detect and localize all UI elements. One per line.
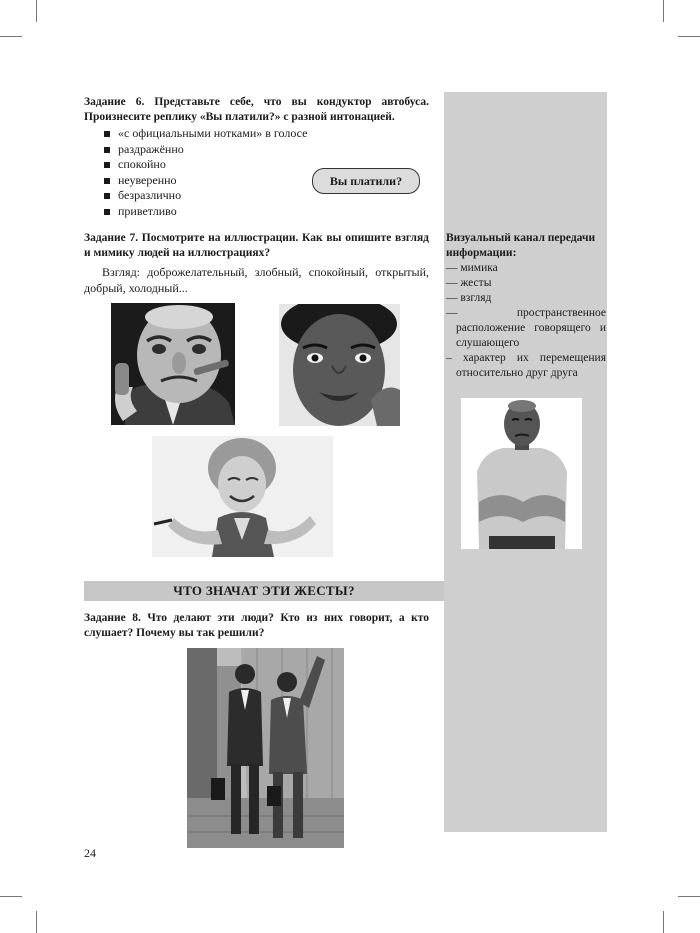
- crop-mark: [663, 0, 664, 22]
- list-item: — жесты: [446, 277, 492, 289]
- crop-mark: [0, 36, 22, 37]
- phrase-pill: Вы платили?: [312, 168, 420, 194]
- photo-gesturing-woman: [152, 436, 333, 557]
- crop-mark: [36, 0, 37, 22]
- task-7-body: Взгляд: доброжелательный, злобный, спокойный, открытый, добрый, холодный...: [84, 265, 429, 295]
- list-item: раздражённо: [104, 142, 307, 158]
- page-number: 24: [84, 846, 96, 860]
- sidebar-text: [446, 231, 606, 381]
- crop-mark: [678, 896, 700, 897]
- intonation-list: [104, 126, 307, 219]
- photo-smiling-woman: [279, 304, 400, 426]
- crop-mark: [0, 896, 22, 897]
- crop-mark: [678, 36, 700, 37]
- list-item: спокойно: [104, 157, 307, 173]
- task-7-heading: Задание 7. Посмотрите на иллюстрации. Как вы опишите взгляд и мимику людей на иллюстрациях?: [84, 232, 429, 259]
- list-item: «с официальными нотками» в голосе: [104, 126, 307, 142]
- task-8-heading: Задание 8. Что делают эти люди? Кто из них говорит, а кто слушает? Почему вы так решили?: [84, 612, 429, 639]
- list-item: – характер их перемещения относительно друг друга: [446, 352, 606, 379]
- photo-two-businessmen: [187, 648, 344, 848]
- list-item: приветливо: [104, 204, 307, 220]
- list-item: — мимика: [446, 262, 498, 274]
- task-6-heading: Задание 6. Представьте себе, что вы кондуктор автобуса. Произнесите реплику «Вы платили?» с разной интонацией.: [84, 96, 429, 123]
- crop-mark: [36, 911, 37, 933]
- photo-arms-crossed-man: [461, 398, 582, 549]
- section-heading: ЧТО ЗНАЧАТ ЭТИ ЖЕСТЫ?: [84, 581, 444, 601]
- sidebar-heading: Визуальный канал передачи информации:: [446, 232, 596, 259]
- list-item: безразлично: [104, 188, 307, 204]
- list-item: неуверенно: [104, 173, 307, 189]
- crop-mark: [663, 911, 664, 933]
- list-item: — взгляд: [446, 292, 492, 304]
- photo-angry-man: [111, 303, 235, 425]
- list-item: — пространственное расположение говорящего и слушающего: [446, 307, 606, 349]
